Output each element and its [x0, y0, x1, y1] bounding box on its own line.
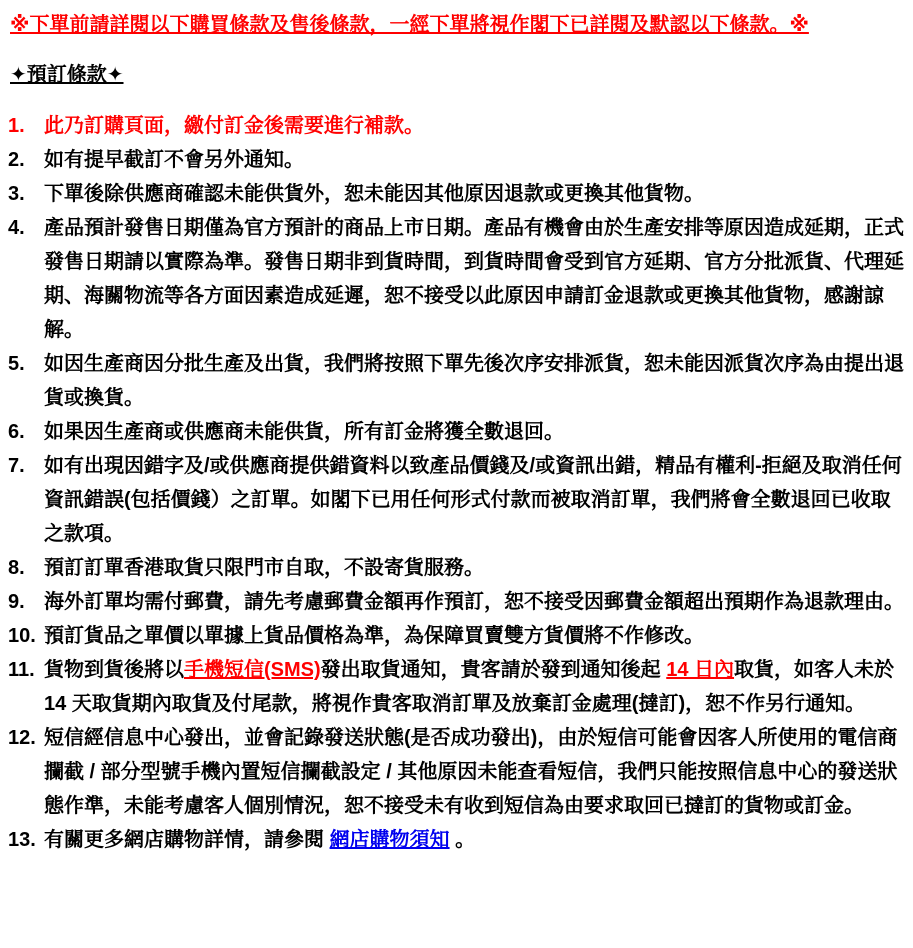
term-text: [44, 625, 704, 647]
term-number: 3.: [8, 183, 25, 205]
term-text-segment: 預訂訂單香港取貨只限門市自取，不設寄貨服務。: [44, 557, 484, 579]
term-item-11: [8, 653, 905, 721]
term-item-12: [8, 721, 905, 823]
deadline-highlight: 14 日內: [666, 659, 735, 681]
terms-list: [8, 109, 905, 857]
term-text-segment: 海外訂單均需付郵費，請先考慮郵費金額再作預訂，恕不接受因郵費金額超出預期作為退款理由。: [44, 591, 904, 613]
term-number: 9.: [8, 591, 25, 613]
term-text-segment: 發出取貨通知，貴客請於發到通知後起: [320, 659, 667, 681]
sms-highlight: 手機短信(SMS): [184, 659, 321, 681]
term-item-9: [8, 585, 905, 619]
term-item-10: [8, 619, 905, 653]
term-text-segment: 產品預計發售日期僅為官方預計的商品上市日期。產品有機會由於生產安排等原因造成延期，正式發售日期請以實際為準。發售日期非到貨時間，到貨時間會受到官方延期、官方分批派貨、代理延期、海關物流等各方面因素造成延遲，恕不接受以此原因申請訂金退款或更換其他貨物，感謝諒解。: [44, 217, 904, 341]
term-text-segment: 如有出現因錯字及/或供應商提供錯資料以致產品價錢及/或資訊出錯，精品有權利-拒絕及取消任何資訊錯誤(包括價錢）之訂單。如閣下已用任何形式付款而被取消訂單，我們將會全數退回已收取之款項。: [44, 455, 902, 545]
term-text: [44, 183, 704, 205]
term-number: 4.: [8, 217, 25, 239]
term-text-segment: 有關更多網店購物詳情，請參閱: [44, 829, 330, 851]
term-text-segment: 下單後除供應商確認未能供貨外，恕未能因其他原因退款或更換其他貨物。: [44, 183, 704, 205]
term-number: 5.: [8, 353, 25, 375]
term-text-segment: 如果因生產商或供應商未能供貨，所有訂金將獲全數退回。: [44, 421, 564, 443]
term-text-segment: 取貨，如客人未於 14 天取貨期內取貨及付尾款，將視作貴客取消訂單及放棄訂金處理(撻訂)，恕不作另行通知。: [44, 659, 895, 715]
term-number: 2.: [8, 149, 25, 171]
term-text-segment: 短信經信息中心發出，並會記錄發送狀態(是否成功發出)，由於短信可能會因客人所使用的電信商攔截 / 部分型號手機內置短信攔截設定 / 其他原因未能查看短信，我們只能按照信息中心的發送狀態作準，未能考慮客人個別情況，恕不接受未有收到短信為由要求取回已撻訂的貨物或訂金。: [44, 727, 898, 817]
term-text: [44, 727, 897, 817]
term-number: 7.: [8, 455, 25, 477]
term-number: 6.: [8, 421, 25, 443]
term-text: [44, 829, 475, 851]
term-number: 12.: [8, 727, 36, 749]
term-item-13: [8, 823, 905, 857]
term-item-7: [8, 449, 905, 551]
term-text: [44, 115, 424, 137]
term-text: [44, 217, 904, 341]
term-text-segment: 此乃訂購頁面，繳付訂金後需要進行補款。: [44, 115, 424, 137]
term-text-segment: 預訂貨品之單價以單據上貨品價格為準，為保障買賣雙方貨價將不作修改。: [44, 625, 704, 647]
term-number: 10.: [8, 625, 36, 647]
section-header: ✦預訂條款✦: [10, 64, 124, 86]
term-text: [44, 557, 484, 579]
term-text-segment: 如因生產商因分批生產及出貨，我們將按照下單先後次序安排派貨，恕未能因派貨次序為由提出退貨或換貨。: [44, 353, 904, 409]
term-text: [44, 353, 904, 409]
term-text: [44, 455, 902, 545]
shop-notice-link[interactable]: 網店購物須知: [329, 829, 450, 851]
term-item-6: [8, 415, 905, 449]
term-text-segment: 。: [449, 829, 476, 851]
term-text: [44, 591, 904, 613]
term-item-4: [8, 211, 905, 347]
term-text-segment: 貨物到貨後將以: [44, 659, 184, 681]
term-text: [44, 421, 564, 443]
term-item-3: [8, 177, 905, 211]
term-number: 13.: [8, 829, 36, 851]
term-item-5: [8, 347, 905, 415]
term-text: [44, 149, 304, 171]
term-text: [44, 659, 894, 715]
term-text-segment: 如有提早截訂不會另外通知。: [44, 149, 304, 171]
term-item-8: [8, 551, 905, 585]
term-item-1: [8, 109, 905, 143]
page-title: ※下單前請詳閱以下購買條款及售後條款，一經下單將視作閣下已詳閱及默認以下條款。※: [10, 14, 809, 36]
term-number: 1.: [8, 115, 25, 137]
term-number: 8.: [8, 557, 25, 579]
term-item-2: [8, 143, 905, 177]
term-number: 11.: [8, 659, 35, 681]
